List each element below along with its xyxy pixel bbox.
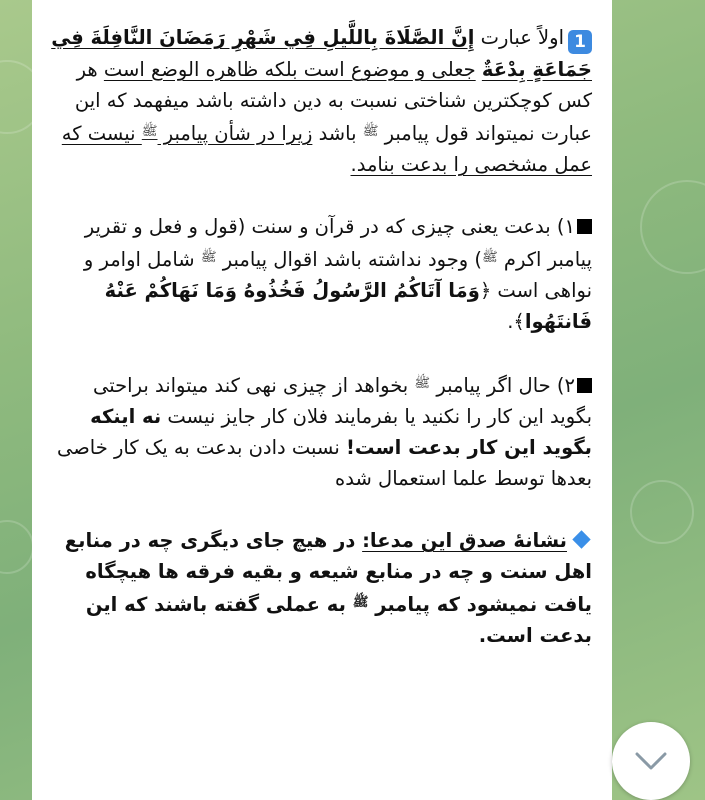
salawat-symbol: ﷺ [414,376,431,391]
salawat-symbol: ﷺ [200,250,217,265]
bold-text: نه اینکه بگوید این کار بدعت است! [90,405,592,459]
text: شامل اوامر و نواهی است ﴿ [83,248,592,302]
blue-diamond-icon [572,530,590,548]
text: ۱) بدعت یعنی چیزی که در قرآن و سنت (قول و فعل و تقریر پیامبر اکرم [84,215,592,271]
text: ﴾. [507,310,525,333]
underlined-text: نیست که عمل مشخصی را بدعت بنامد. [61,122,592,176]
text: اولاً عبارت [474,26,564,49]
salawat-symbol: ﷺ [482,250,498,265]
text: ۲) حال اگر پیامبر [430,374,575,397]
salawat-symbol: ﷺ [141,124,158,139]
salawat-symbol: ﷺ [352,595,369,610]
text: هر کس کوچکترین شناختی نسبت به دین داشته باشد میفهمد که این عبارت نمیتواند قول پیامبر [74,58,592,145]
text: نسبت دادن بدعت به یک کار خاصی بعدها توسط علما استعمال شده [56,436,592,490]
chevron-down-icon [634,751,668,771]
scroll-down-button[interactable] [612,722,690,800]
text: در هیچ جای دیگری چه در منابع اهل سنت و چه در منابع شیعه و بقیه فرقه ها هیچگاه یافت نمیشود که پیامبر [64,529,592,616]
salawat-symbol: ﷺ [362,124,379,139]
arabic-quote: إِنَّ الصَّلَاةَ بِاللَّيلِ فِي شَهْرِ رَمَضَانَ النَّافِلَةَ فِي جَمَاعَةٍ بِدْعَةٌ [51,26,592,81]
paragraph-point-2 [48,368,592,494]
black-square-icon [577,219,592,234]
paragraph-evidence [48,525,592,651]
quran-verse: وَمَا آتَاكُمُ الرَّسُولُ فَخُذُوهُ وَمَا نَهَاكُمْ عَنْهُ فَانتَهُوا [104,279,592,333]
underlined-text: جعلی و موضوع است بلکه ظاهره الوضع است [103,58,476,81]
underlined-text: زیرا در شأن پیامبر [157,122,313,145]
black-square-icon [577,378,592,393]
paragraph-intro [48,22,592,180]
evidence-title: نشانهٔ صدق این مدعا: [362,529,567,552]
background-doodle [640,180,705,274]
paragraph-point-1 [48,211,592,337]
text: به عملی گفته باشند که این بدعت است. [85,593,592,647]
message-bubble [32,0,612,800]
text: ) وجود نداشته باشد اقوال پیامبر [216,248,482,271]
background-doodle [630,480,694,544]
text: باشد [312,122,363,145]
background-doodle [0,520,34,574]
text: بخواهد از چیزی نهی کند میتواند براحتی بگوید این کار را نکنید یا بفرمایند فلان کار جایز نیست [92,374,592,428]
keycap-one-icon: 1 [568,30,592,54]
